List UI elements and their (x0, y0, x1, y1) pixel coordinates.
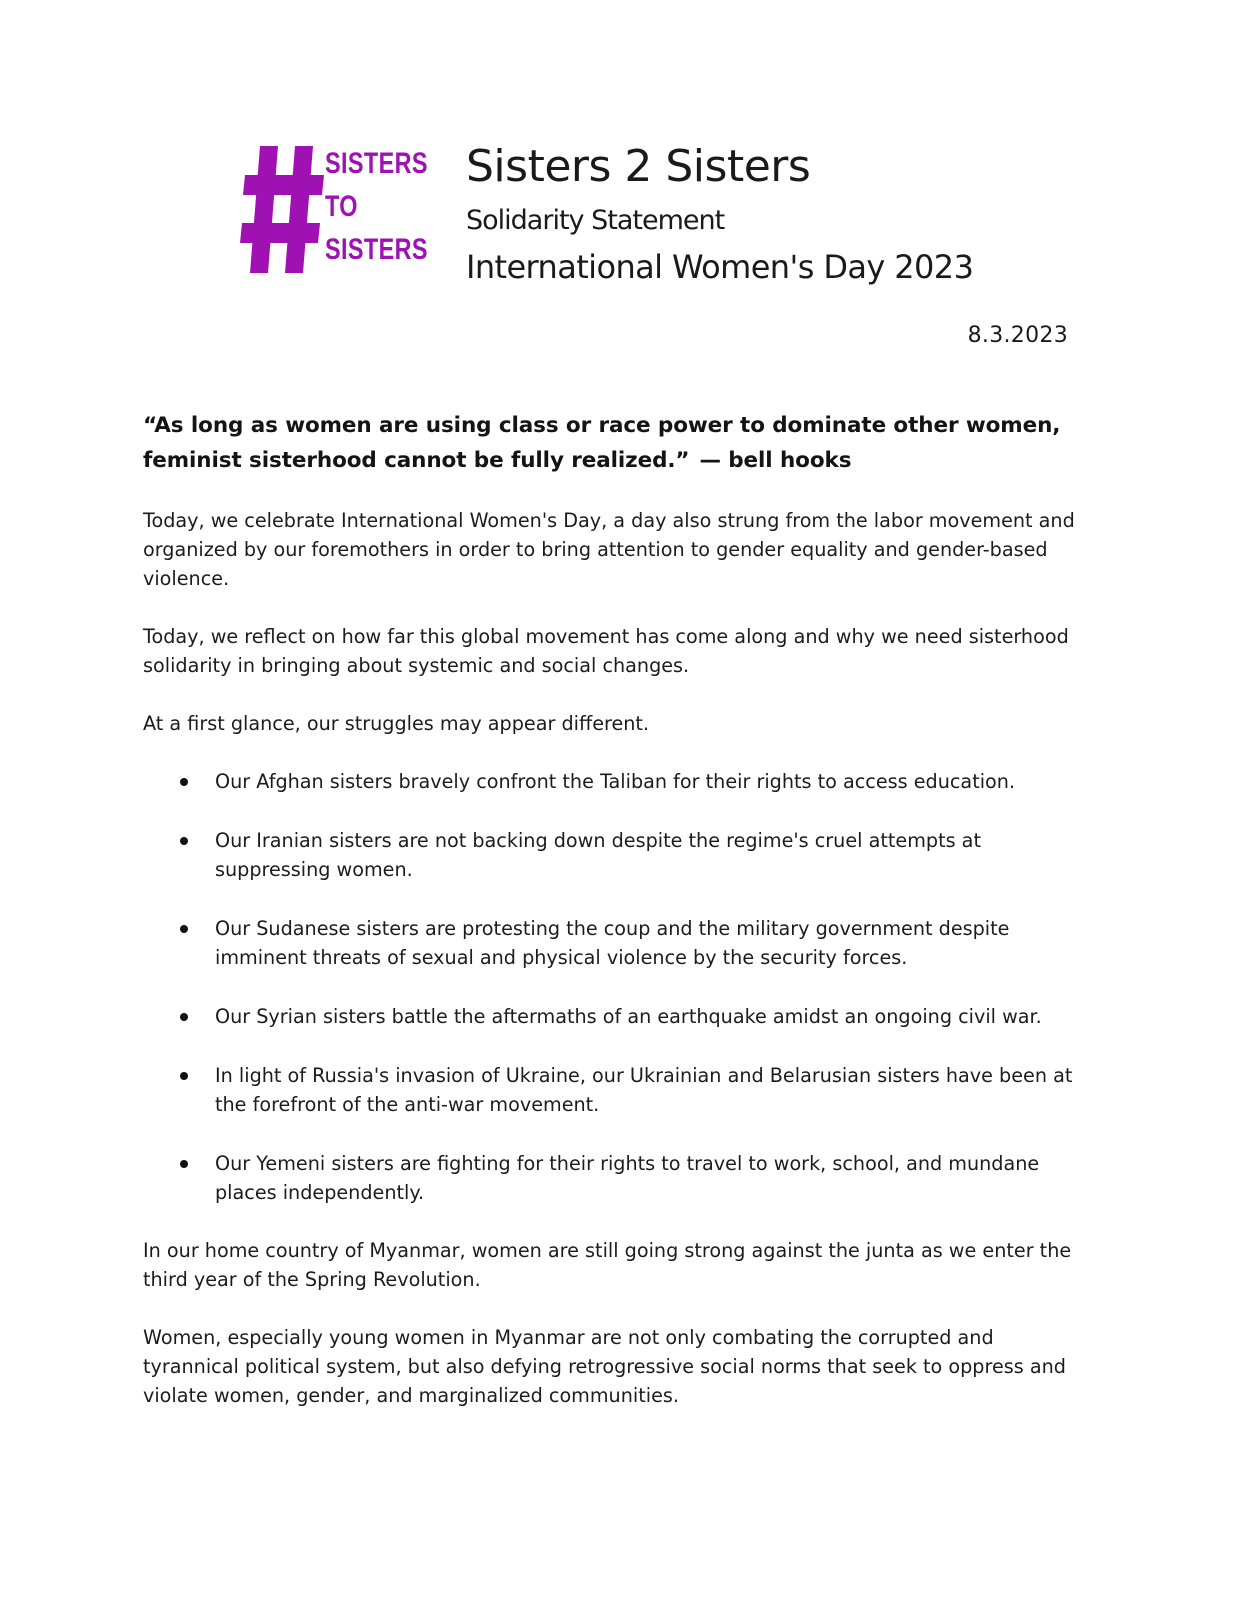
body-paragraph-3: At a first glance, our struggles may appear different. (143, 712, 650, 735)
bullet-icon (180, 1013, 188, 1021)
list-item (143, 1002, 1083, 1031)
bullet-icon (180, 778, 188, 786)
list-item-text: Our Afghan sisters bravely confront the Taliban for their rights to access education. (215, 770, 1016, 793)
logo-word-sisters-bottom: SISTERS (325, 233, 428, 266)
list-item-text: In light of Russia's invasion of Ukraine, our Ukrainian and Belarusian sisters have been at the forefront of the anti-war movement. (215, 1064, 1073, 1116)
logo-wordmark (325, 143, 440, 278)
list-item-text: Our Iranian sisters are not backing down despite the regime's cruel attempts at suppressing women. (215, 829, 981, 881)
quote-text: “As long as women are using class or race power to dominate other women, feminist sisterhood cannot be fully realized.” (143, 413, 1061, 473)
sisters-to-sisters-logo (240, 143, 440, 278)
list-item (143, 1061, 1083, 1119)
event-title: International Women's Day 2023 (466, 248, 974, 286)
bullet-icon (180, 837, 188, 845)
bullet-icon (180, 925, 188, 933)
body-paragraph-1: Today, we celebrate International Women's Day, a day also strung from the labor movement and organized by our foremothers in order to bring attention to gender equality and gender-based violence. (143, 509, 1075, 590)
hashtag-logo-icon (240, 143, 325, 276)
body-paragraph-5: Women, especially young women in Myanmar are not only combating the corrupted and tyrannical political system, but also defying retrogressive social norms that seek to oppress and violate women, gender, and marginalized communities. (143, 1326, 1066, 1407)
body-paragraph-4: In our home country of Myanmar, women are still going strong against the junta as we enter the third year of the Spring Revolution. (143, 1239, 1072, 1291)
list-item (143, 914, 1083, 972)
list-item-text: Our Sudanese sisters are protesting the coup and the military government despite imminent threats of sexual and physical violence by the security forces. (215, 917, 1010, 969)
statement-body (143, 506, 1083, 1439)
statement-date: 8.3.2023 (967, 323, 1068, 348)
org-name: Sisters 2 Sisters (466, 141, 811, 192)
document-subtitle: Solidarity Statement (466, 205, 725, 236)
list-item (143, 767, 1083, 796)
list-item-text: Our Syrian sisters battle the aftermaths of an earthquake amidst an ongoing civil war. (215, 1005, 1042, 1028)
list-item (143, 1149, 1083, 1207)
logo-word-sisters-top: SISTERS (325, 147, 428, 180)
list-item-text: Our Yemeni sisters are fighting for their rights to travel to work, school, and mundane places independently. (215, 1152, 1040, 1204)
bullet-icon (180, 1072, 188, 1080)
struggles-list (143, 767, 1083, 1207)
logo-word-to: TO (325, 190, 358, 223)
list-item (143, 826, 1083, 884)
quote-attribution: — bell hooks (699, 448, 852, 473)
bullet-icon (180, 1160, 188, 1168)
body-paragraph-2: Today, we reflect on how far this global movement has come along and why we need sisterhood solidarity in bringing about systemic and social changes. (143, 625, 1069, 677)
epigraph-quote (143, 408, 1103, 478)
